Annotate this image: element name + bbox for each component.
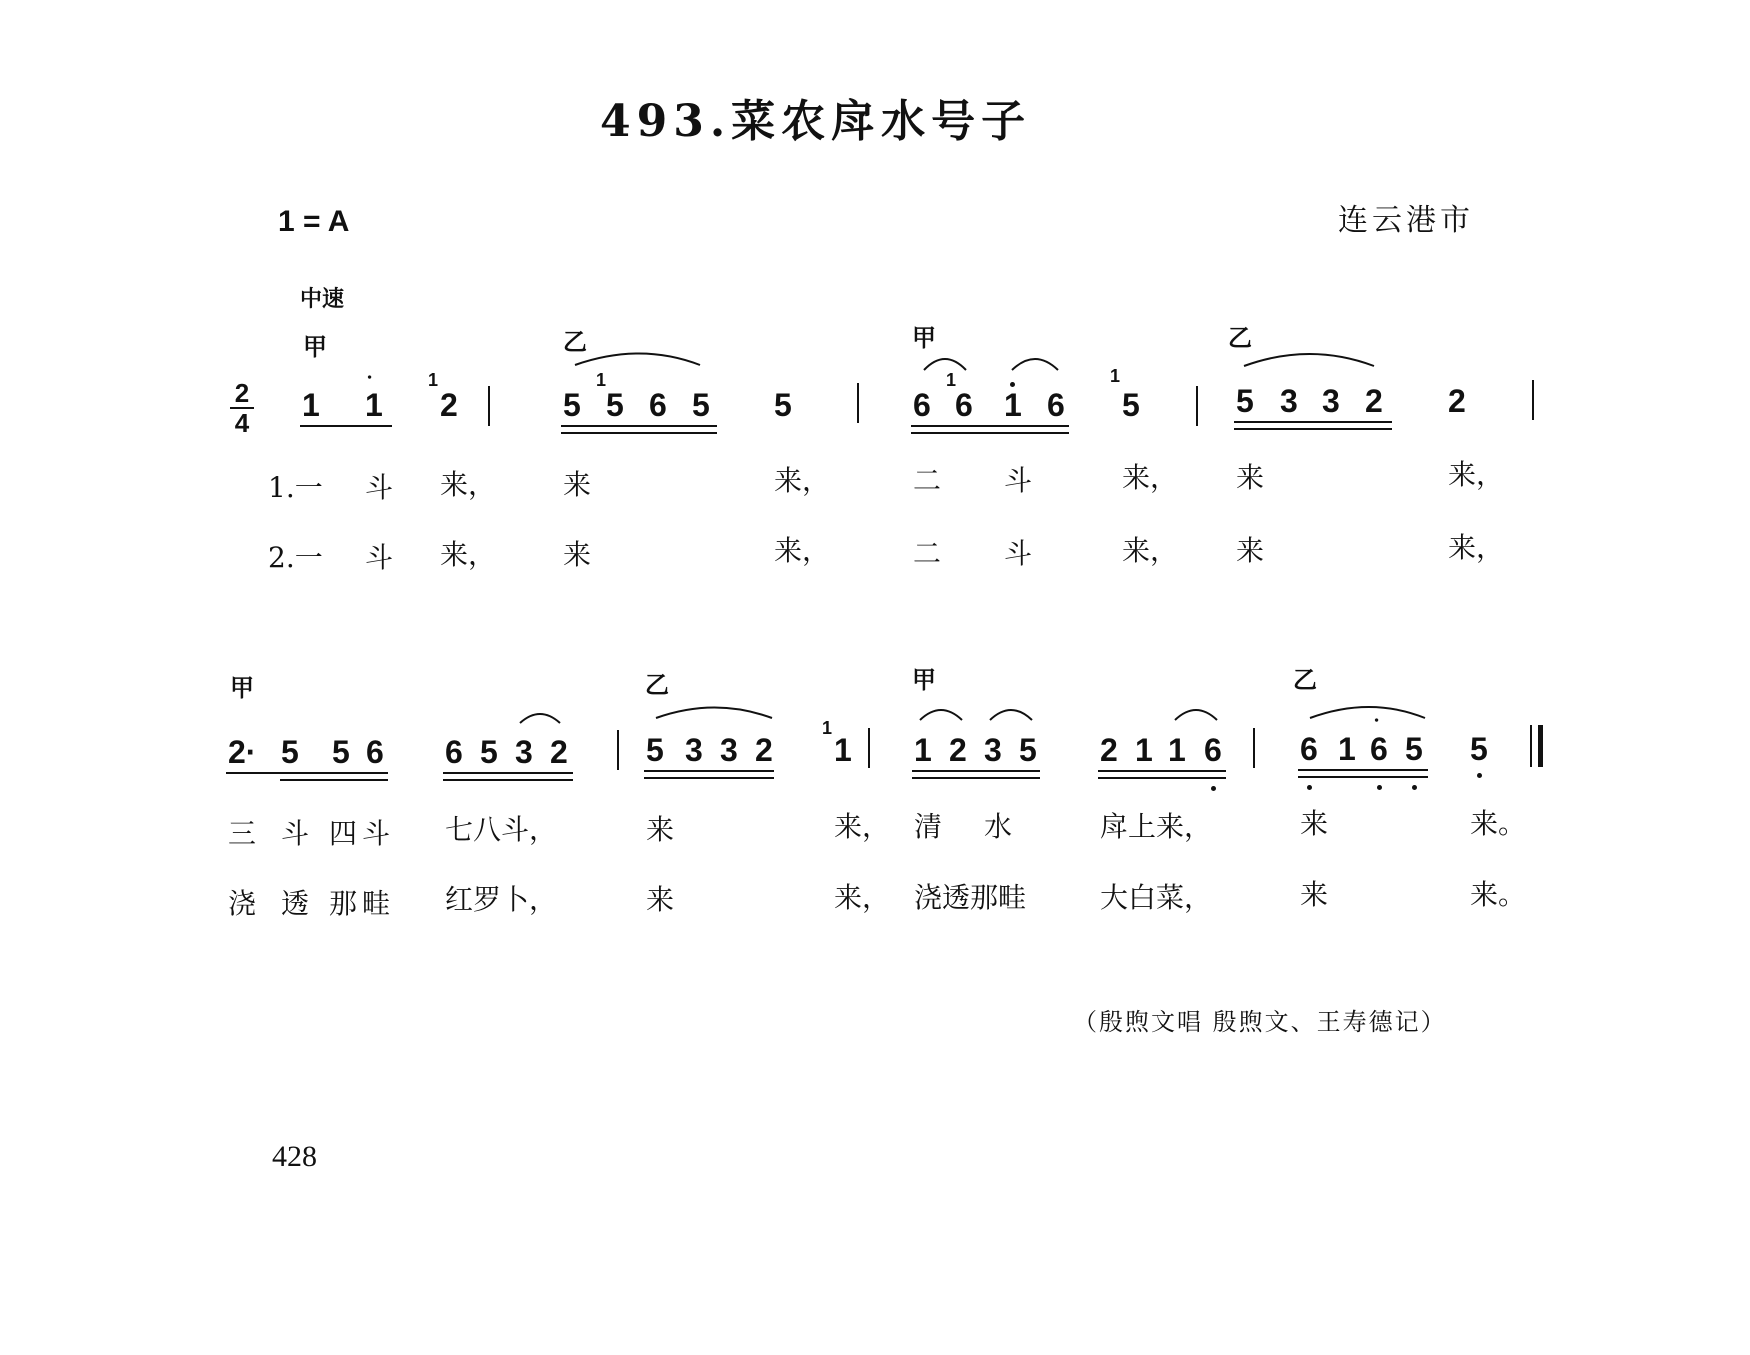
note: 1 <box>1338 731 1356 767</box>
lyric: 来 <box>646 883 675 916</box>
slur <box>920 710 962 720</box>
lyric: 斗 <box>1004 537 1033 570</box>
lyric: 斗 <box>1004 464 1033 497</box>
grace-note: 1 <box>822 718 833 738</box>
lyric: 来， <box>834 810 891 843</box>
note: 5 <box>563 387 581 423</box>
grace-note: 1 <box>428 370 439 390</box>
note: 2 <box>1448 383 1466 419</box>
lyric: 浇透那畦 <box>914 881 1027 914</box>
note: 1 <box>834 732 852 768</box>
lyric: 来， <box>774 534 831 567</box>
note: 1 <box>302 387 320 423</box>
note: 5 <box>1236 383 1254 419</box>
time-signature-top: 2 <box>234 378 250 408</box>
note: 3 <box>1280 383 1298 419</box>
note: 1 <box>1135 732 1153 768</box>
note: 5 <box>606 387 624 423</box>
time-signature-bottom: 4 <box>234 408 250 438</box>
note: 1 <box>914 732 932 768</box>
lyric: 来， <box>774 464 831 497</box>
song-title: 493.菜农戽水号子 <box>600 96 1032 147</box>
lyric: 四 <box>329 817 358 850</box>
note: 2 <box>550 734 568 770</box>
role-marker: 甲 <box>912 324 936 352</box>
note: 2 <box>1100 732 1118 768</box>
lyric: 来。 <box>1470 878 1527 911</box>
grace-note: 1 <box>1110 366 1121 386</box>
note: 5 <box>1122 387 1140 423</box>
note: 3 <box>515 734 533 770</box>
lyric: 来 <box>1300 807 1329 840</box>
lyric: 来， <box>834 881 891 914</box>
note: 6 <box>1300 731 1318 767</box>
slur <box>990 710 1032 720</box>
lyric: 三 <box>228 817 257 850</box>
note: 2 <box>755 732 773 768</box>
trill-ornament: ᭼ <box>365 368 375 384</box>
lyric: 二 <box>913 464 942 497</box>
lyric: 来 <box>1236 534 1265 567</box>
note: 5 <box>1405 731 1423 767</box>
note: 3 <box>1322 383 1340 419</box>
role-marker: 甲 <box>230 674 254 702</box>
lyric: 2.一 <box>268 541 323 574</box>
lyric: 来， <box>1122 534 1179 567</box>
note: 5 <box>1470 731 1488 767</box>
role-marker: 乙 <box>1228 324 1252 352</box>
slur <box>1244 354 1374 366</box>
grace-note: 1 <box>946 370 957 390</box>
note: 6 <box>1204 732 1222 768</box>
lyric: 清 <box>914 810 943 843</box>
note: 3 <box>720 732 738 768</box>
note: 1 <box>365 387 383 423</box>
note: 1 <box>1004 387 1022 423</box>
region-label: 连云港市 <box>1338 203 1474 238</box>
role-marker: 甲 <box>303 333 327 361</box>
performer-credit: （殷煦文唱 殷煦文、王寿德记） <box>1073 1008 1447 1036</box>
role-marker: 乙 <box>1293 666 1317 694</box>
lyric: 来， <box>1448 531 1505 564</box>
note: 5 <box>692 387 710 423</box>
note: 1 <box>1168 732 1186 768</box>
slur <box>1012 359 1058 370</box>
lyric: 戽上来， <box>1100 810 1213 843</box>
slur <box>656 708 772 719</box>
note: 5 <box>480 734 498 770</box>
lyric: 七八斗， <box>445 813 558 846</box>
note: 2 <box>440 387 458 423</box>
key-signature: 1 = A <box>278 205 350 238</box>
note: 5 <box>281 734 299 770</box>
lyric: 来， <box>440 538 497 571</box>
role-marker: 乙 <box>563 328 587 356</box>
lyric: 来 <box>1300 878 1329 911</box>
note: 6 <box>1370 731 1388 767</box>
grace-note: 1 <box>596 370 607 390</box>
role-marker: 甲 <box>912 666 936 694</box>
note: 3 <box>984 732 1002 768</box>
lyric: 来 <box>563 538 592 571</box>
note: 5 <box>774 387 792 423</box>
slur <box>520 714 560 723</box>
note: 6 <box>649 387 667 423</box>
lyric: 来 <box>563 468 592 501</box>
trill-ornament: ᭼ <box>1372 711 1382 727</box>
note: 6 <box>366 734 384 770</box>
lyric: 透 <box>281 887 310 920</box>
slur <box>1175 710 1217 720</box>
note: 6 <box>913 387 931 423</box>
lyric: 斗 <box>281 817 310 850</box>
page-number: 428 <box>272 1140 317 1173</box>
note: 6 <box>955 387 973 423</box>
lyric: 浇 <box>228 887 257 920</box>
lyric: 二 <box>913 537 942 570</box>
note: 2 <box>1365 383 1383 419</box>
tempo-marking: 中速 <box>300 287 345 312</box>
lyric: 红罗卜， <box>445 883 558 916</box>
lyric: 来。 <box>1470 807 1527 840</box>
lyric: 斗 <box>365 471 394 504</box>
note: 2· <box>228 734 257 770</box>
note: 2 <box>949 732 967 768</box>
note: 6 <box>1047 387 1065 423</box>
slur <box>924 359 966 370</box>
lyric: 来 <box>646 813 675 846</box>
lyric: 来 <box>1236 461 1265 494</box>
lyric: 来， <box>1448 458 1505 491</box>
lyric: 斗 <box>365 541 394 574</box>
lyric: 斗 <box>362 817 391 850</box>
lyric: 水 <box>984 810 1013 843</box>
lyric: 1.一 <box>268 471 323 504</box>
slur <box>1310 707 1425 718</box>
lyric: 畦 <box>362 887 391 920</box>
lyric: 大白菜， <box>1100 881 1213 914</box>
note: 6 <box>445 734 463 770</box>
note: 3 <box>685 732 703 768</box>
lyric: 来， <box>440 468 497 501</box>
role-marker: 乙 <box>645 671 669 699</box>
note: 5 <box>646 732 664 768</box>
lyric: 来， <box>1122 461 1179 494</box>
note: 5 <box>1019 732 1037 768</box>
note: 5 <box>332 734 350 770</box>
slur <box>575 354 700 366</box>
lyric: 那 <box>329 887 358 920</box>
